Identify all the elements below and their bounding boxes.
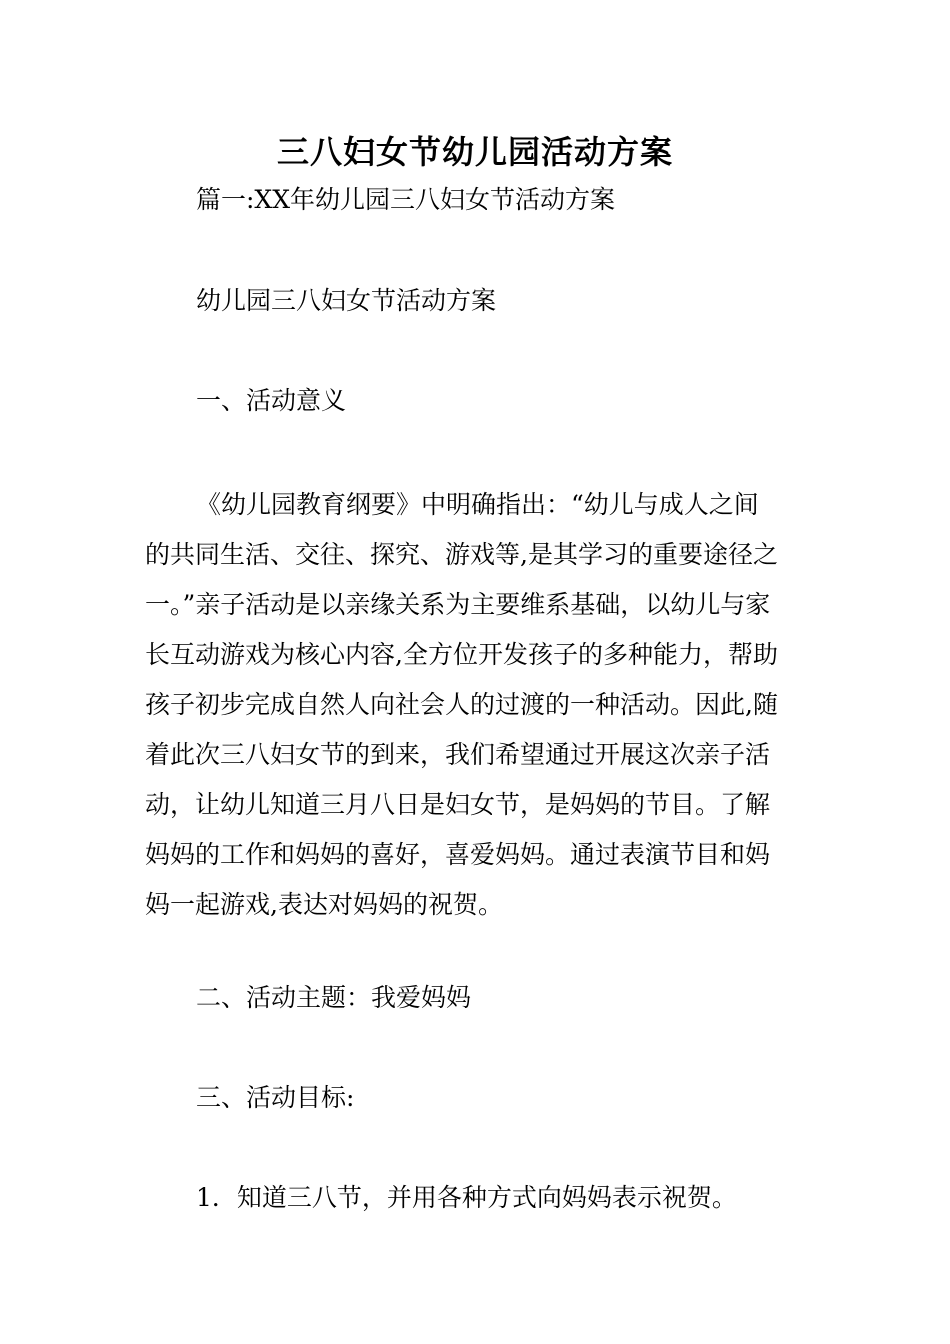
paragraph-line: 《幼儿园教育纲要》中明确指出：“幼儿与成人之间 (196, 490, 759, 519)
document-title: 三八妇女节幼儿园活动方案 (276, 133, 673, 171)
goal-item: 1．知道三八节，并用各种方式向妈妈表示祝贺。 (196, 1183, 737, 1212)
paragraph-line: 动，让幼儿知道三月八日是妇女节，是妈妈的节目。了解 (145, 790, 771, 819)
paragraph-line: 的共同生活、交往、探究、游戏等,是其学习的重要途径之 (145, 540, 778, 569)
section-heading-theme: 二、活动主题：我爱妈妈 (196, 983, 472, 1012)
paragraph-line: 孩子初步完成自然人向社会人的过渡的一种活动。因此,随 (145, 690, 778, 719)
paragraph-line: 长互动游戏为核心内容,全方位开发孩子的多种能力，帮助 (145, 640, 778, 669)
paragraph-line: 一。”亲子活动是以亲缘关系为主要维系基础，以幼儿与家 (145, 590, 771, 619)
paragraph-line: 着此次三八妇女节的到来，我们希望通过开展这次亲子活 (145, 740, 771, 769)
paragraph-line: 妈妈的工作和妈妈的喜好，喜爱妈妈。通过表演节目和妈 (145, 840, 771, 869)
paragraph-line: 妈一起游戏,表达对妈妈的祝贺。 (145, 890, 503, 919)
document-subtitle: 篇一:XX年幼儿园三八妇女节活动方案 (196, 185, 616, 214)
section-heading-goals: 三、活动目标: (196, 1083, 355, 1112)
plan-heading: 幼儿园三八妇女节活动方案 (196, 286, 497, 315)
significance-paragraph (145, 480, 810, 930)
section-heading-significance: 一、活动意义 (196, 386, 347, 415)
